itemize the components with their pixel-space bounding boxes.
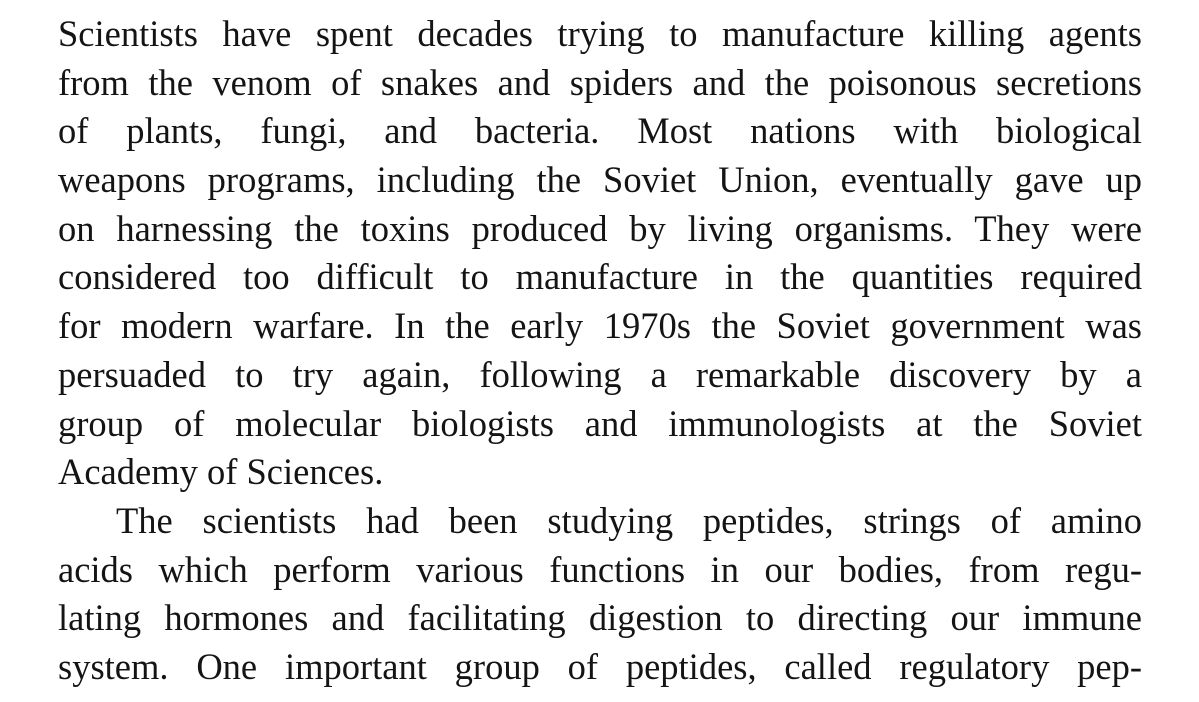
text-line: on harnessing the toxins produced by living organisms. They were [58,207,1142,249]
text-line: weapons programs, including the Soviet Union, eventually gave up [58,159,1142,201]
text-line: from the venom of snakes and spiders and the poisonous secretions [58,61,1142,103]
text-line: acids which perform various functions in our bodies, from regu- [58,548,1142,590]
text-line: persuaded to try again, following a remarkable discovery by a [58,353,1142,395]
text-line: The scientists had been studying peptides, strings of amino [116,499,1142,541]
text-line: for modern warfare. In the early 1970s the Soviet government was [58,305,1142,347]
text-line: of plants, fungi, and bacteria. Most nations with biological [58,110,1142,152]
text-line: lating hormones and facilitating digestion to directing our immune [58,597,1142,639]
document-page [58,10,1142,692]
paragraph-2 [58,497,1142,692]
text-line: group of molecular biologists and immunologists at the Soviet [58,402,1142,444]
text-line: Academy of Sciences. [58,451,384,493]
text-line: Scientists have spent decades trying to manufacture killing agents [58,13,1142,54]
text-line: system. One important group of peptides, called regulatory pep- [58,645,1142,687]
text-line: considered too difficult to manufacture in the quantities required [58,256,1142,298]
paragraph-1 [58,10,1142,497]
